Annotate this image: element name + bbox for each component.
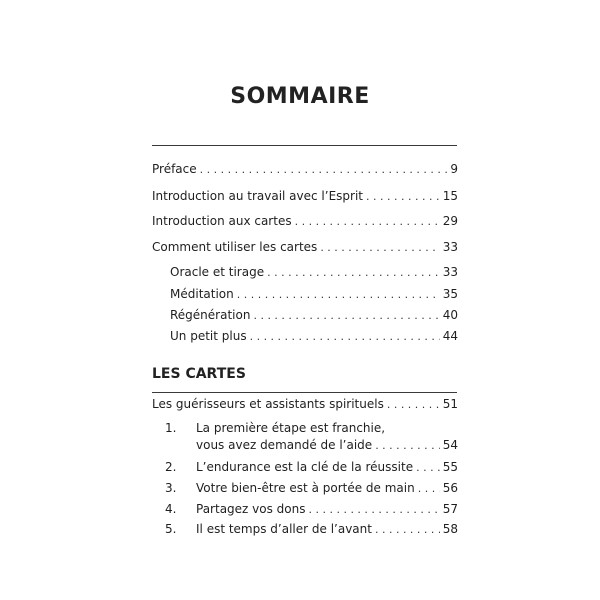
toc-entry-label: vous avez demandé de l’aide: [196, 438, 373, 452]
toc-subentry-regeneration[interactable]: [170, 308, 458, 323]
toc-entry-page: 56: [442, 481, 458, 495]
toc-entry-label: Oracle et tirage: [170, 265, 265, 279]
dot-leader: [237, 288, 440, 302]
toc-entry-page: 54: [442, 438, 458, 452]
toc-entry-page: 35: [442, 287, 458, 301]
toc-entry-introduction-esprit[interactable]: [152, 189, 458, 204]
toc-entry-label: Il est temps d’aller de l’avant: [196, 522, 372, 536]
dot-leader: [416, 461, 440, 475]
toc-subentry-petit-plus[interactable]: [170, 329, 458, 344]
toc-entry-page: 40: [442, 308, 458, 322]
dot-leader: [295, 215, 440, 229]
card-number: 2.: [165, 460, 177, 474]
section-heading: LES CARTES: [152, 366, 246, 382]
toc-entry-label: Introduction au travail avec l’Esprit: [152, 189, 364, 203]
dot-leader: [375, 523, 440, 537]
dot-leader: [253, 309, 439, 323]
dot-leader: [200, 163, 448, 177]
toc-entry-page: 55: [442, 460, 458, 474]
card-number: 5.: [165, 522, 177, 536]
divider-section: [152, 392, 457, 393]
dot-leader: [418, 482, 440, 496]
toc-entry-preface[interactable]: [152, 162, 458, 177]
toc-entry-label: Les guérisseurs et assistants spirituels: [152, 397, 384, 411]
dot-leader: [320, 241, 439, 255]
dot-leader: [366, 190, 440, 204]
toc-entry-page: 15: [442, 189, 458, 203]
toc-entry-label: Préface: [152, 162, 197, 176]
toc-entry-label: Méditation: [170, 287, 234, 301]
divider-top: [152, 145, 457, 146]
toc-entry-label: L’endurance est la clé de la réussite: [196, 460, 414, 474]
toc-entry-label: Introduction aux cartes: [152, 214, 292, 228]
toc-entry-label: Régénération: [170, 308, 251, 322]
dot-leader: [267, 266, 440, 280]
dot-leader: [387, 398, 440, 412]
toc-entry-page: 57: [442, 502, 458, 516]
toc-card-4[interactable]: [196, 502, 458, 517]
page-title: SOMMAIRE: [230, 84, 370, 109]
toc-entry-label: Un petit plus: [170, 329, 247, 343]
toc-entry-introduction-cartes[interactable]: [152, 214, 458, 229]
toc-entry-label: Comment utiliser les cartes: [152, 240, 318, 254]
toc-card-5[interactable]: [196, 522, 458, 537]
card-number: 4.: [165, 502, 177, 516]
toc-entry-page: 51: [442, 397, 458, 411]
toc-subentry-meditation[interactable]: [170, 287, 458, 302]
toc-card-1[interactable]: [196, 438, 458, 453]
toc-entry-page: 33: [442, 265, 458, 279]
toc-card-2[interactable]: [196, 460, 458, 475]
dot-leader: [250, 330, 440, 344]
toc-entry-guerisseurs[interactable]: [152, 397, 458, 412]
toc-entry-label: Votre bien-être est à portée de main: [196, 481, 415, 495]
toc-subentry-oracle[interactable]: [170, 265, 458, 280]
toc-entry-page: 9: [450, 162, 458, 176]
toc-card-3[interactable]: [196, 481, 458, 496]
toc-entry-page: 33: [442, 240, 458, 254]
toc-entry-page: 29: [442, 214, 458, 228]
toc-entry-label: Partagez vos dons: [196, 502, 306, 516]
card-number: 1.: [165, 421, 177, 435]
dot-leader: [308, 503, 439, 517]
toc-entry-page: 58: [442, 522, 458, 536]
dot-leader: [375, 439, 440, 453]
card-number: 3.: [165, 481, 177, 495]
card-label-first-line: La première étape est franchie,: [196, 421, 386, 435]
toc-entry-comment-utiliser[interactable]: [152, 240, 458, 255]
toc-entry-page: 44: [442, 329, 458, 343]
